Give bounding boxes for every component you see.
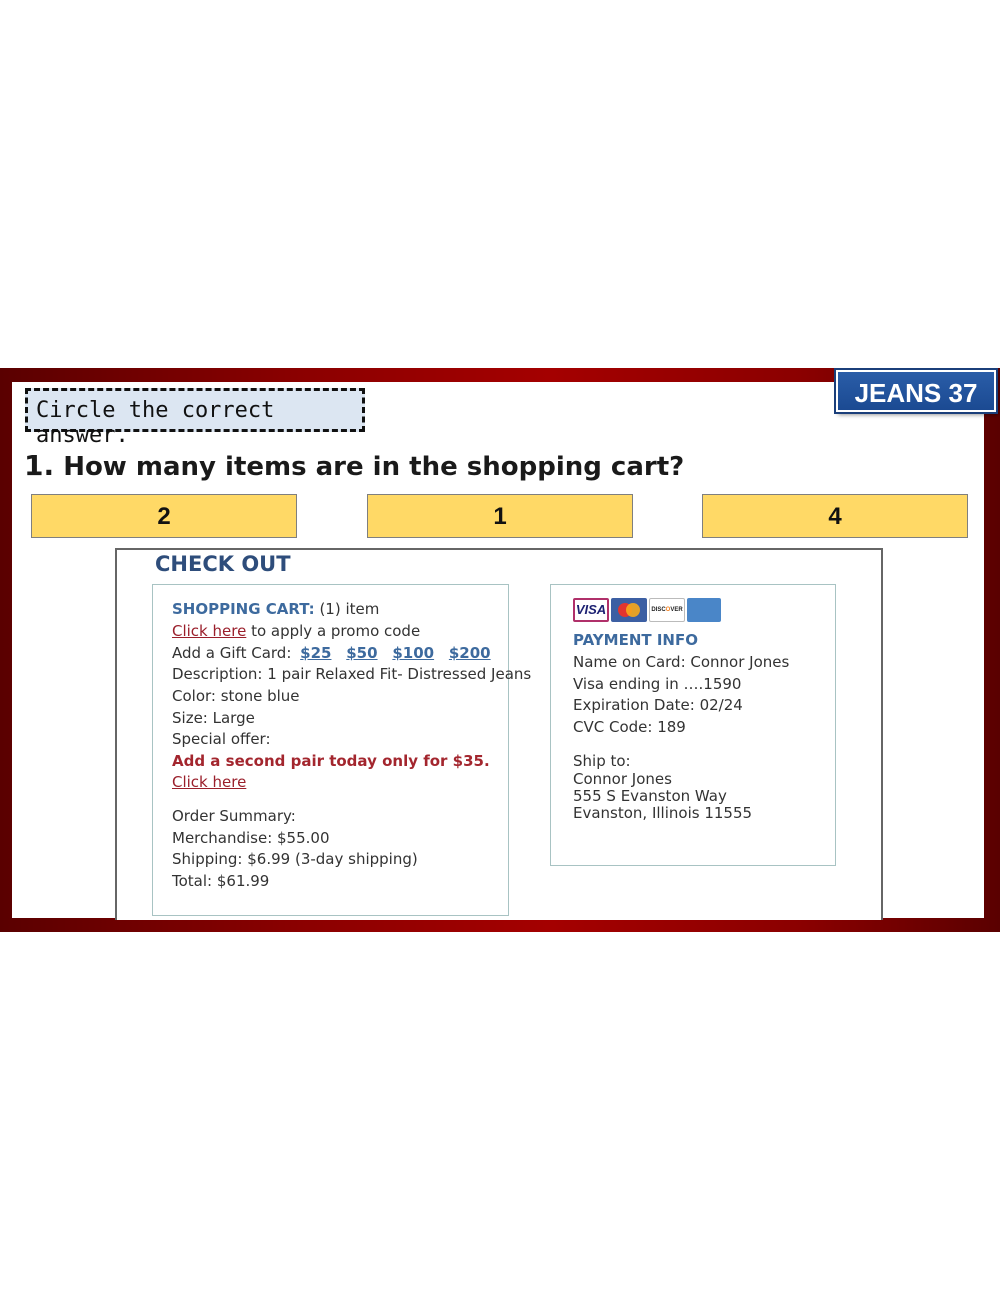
cart-item-count: (1) item <box>314 600 380 618</box>
question-number: 1. <box>24 449 55 482</box>
answer-option-2[interactable]: 1 <box>367 494 633 538</box>
promo-line <box>172 622 420 640</box>
gift-card-line <box>172 644 491 662</box>
merchandise-amount: Merchandise: $55.00 <box>172 829 330 847</box>
question <box>24 449 684 482</box>
instruction-box: Circle the correct answer. <box>25 388 365 432</box>
order-summary-label: Order Summary: <box>172 807 296 825</box>
gift-card-50-link[interactable]: $50 <box>346 644 378 662</box>
promo-link[interactable]: Click here <box>172 622 247 640</box>
gift-card-25-link[interactable]: $25 <box>300 644 332 662</box>
name-on-card: Name on Card: Connor Jones <box>573 653 790 671</box>
answer-option-3[interactable]: 4 <box>702 494 968 538</box>
cart-heading-line <box>172 600 379 618</box>
shipping-amount: Shipping: $6.99 (3-day shipping) <box>172 850 418 868</box>
amex-card-icon <box>687 598 721 622</box>
special-offer-label: Special offer: <box>172 730 271 748</box>
mastercard-icon <box>611 598 647 622</box>
discover-card-icon: DISCOVER <box>649 598 685 622</box>
deck-tag: JEANS 37 <box>836 370 996 412</box>
item-color: Color: stone blue <box>172 687 300 705</box>
item-size: Size: Large <box>172 709 255 727</box>
gift-card-100-link[interactable]: $100 <box>392 644 435 662</box>
expiration-date: Expiration Date: 02/24 <box>573 696 743 714</box>
ship-to-city: Evanston, Illinois 11555 <box>573 804 753 822</box>
question-text: How many items are in the shopping cart? <box>63 452 685 482</box>
ship-to-label: Ship to: <box>573 752 631 770</box>
special-offer-line <box>172 773 246 791</box>
cvc-code: CVC Code: 189 <box>573 718 686 736</box>
checkout-title: CHECK OUT <box>155 552 291 576</box>
promo-text: to apply a promo code <box>246 622 421 640</box>
ship-to-street: 555 S Evanston Way <box>573 787 727 805</box>
gift-card-200-link[interactable]: $200 <box>448 644 491 662</box>
item-description: Description: 1 pair Relaxed Fit- Distressed Jeans <box>172 665 532 683</box>
ship-to-name: Connor Jones <box>573 770 672 788</box>
special-offer-text: Add a second pair today only for $35. <box>172 752 490 770</box>
answer-option-1[interactable]: 2 <box>31 494 297 538</box>
special-offer-link[interactable]: Click here <box>172 773 247 791</box>
cart-heading: SHOPPING CART: <box>172 600 315 618</box>
gift-card-label: Add a Gift Card: <box>172 644 292 662</box>
visa-card-icon: VISA <box>573 598 609 622</box>
payment-info-heading: PAYMENT INFO <box>573 631 698 649</box>
card-ending: Visa ending in ….1590 <box>573 675 742 693</box>
order-total: Total: $61.99 <box>172 872 270 890</box>
